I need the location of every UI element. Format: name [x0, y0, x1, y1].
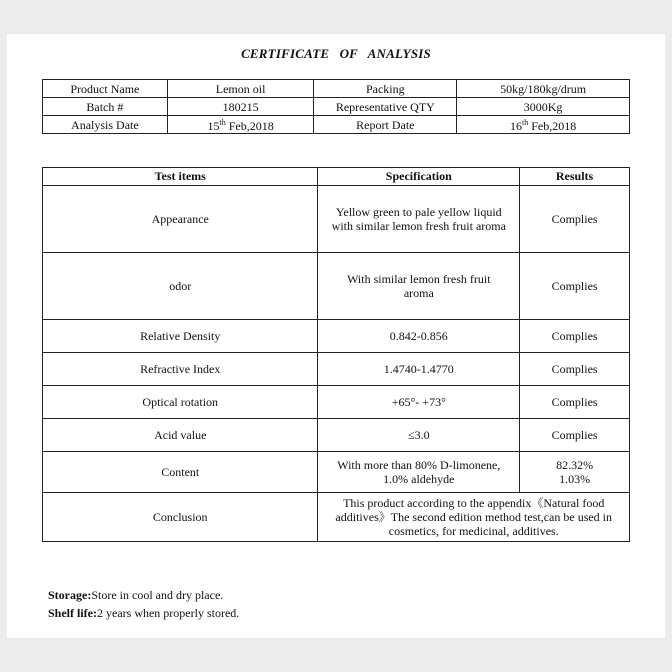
- table-row: [43, 419, 630, 452]
- result: Complies: [520, 320, 630, 353]
- table-row: [43, 386, 630, 419]
- table-row: [43, 253, 630, 320]
- specification: Yellow green to pale yellow liquid with similar lemon fresh fruit aroma: [318, 186, 520, 253]
- product-name-label: Product Name: [43, 80, 168, 98]
- packing-value: 50kg/180kg/drum: [457, 80, 630, 98]
- test-item: Appearance: [43, 186, 318, 253]
- specification: 1.4740-1.4770: [318, 353, 520, 386]
- certificate-page: [7, 34, 665, 638]
- table-row: [43, 493, 630, 542]
- table-row: [43, 186, 630, 253]
- specification: With similar lemon fresh fruit aroma: [318, 253, 520, 320]
- test-item: Optical rotation: [43, 386, 318, 419]
- test-item: Relative Density: [43, 320, 318, 353]
- storage-value: Store in cool and dry place.: [91, 588, 224, 602]
- batch-label: Batch #: [43, 98, 168, 116]
- result: 82.32% 1.03%: [520, 452, 630, 493]
- storage-note: [48, 588, 223, 603]
- test-item: odor: [43, 253, 318, 320]
- specification: +65°- +73°: [318, 386, 520, 419]
- info-row: [43, 98, 630, 116]
- shelf-life-note: [48, 606, 239, 621]
- product-name-value: Lemon oil: [167, 80, 314, 98]
- specification: 0.842-0.856: [318, 320, 520, 353]
- test-item: Conclusion: [43, 493, 318, 542]
- specification: ≤3.0: [318, 419, 520, 452]
- specification: With more than 80% D-limonene, 1.0% aldehyde: [318, 452, 520, 493]
- report-date-value: 16th Feb,2018: [457, 116, 630, 134]
- header-specification: Specification: [318, 168, 520, 186]
- shelf-life-label: Shelf life:: [48, 606, 97, 620]
- info-row: [43, 80, 630, 98]
- analysis-date-label: Analysis Date: [43, 116, 168, 134]
- rep-qty-value: 3000Kg: [457, 98, 630, 116]
- rep-qty-label: Representative QTY: [314, 98, 457, 116]
- table-header-row: [43, 168, 630, 186]
- test-item: Content: [43, 452, 318, 493]
- result: Complies: [520, 253, 630, 320]
- result: Complies: [520, 419, 630, 452]
- result: Complies: [520, 386, 630, 419]
- result: Complies: [520, 353, 630, 386]
- header-results: Results: [520, 168, 630, 186]
- packing-label: Packing: [314, 80, 457, 98]
- test-results-table: [42, 167, 630, 542]
- table-row: [43, 353, 630, 386]
- info-row: [43, 116, 630, 134]
- table-row: [43, 452, 630, 493]
- test-item: Refractive Index: [43, 353, 318, 386]
- conclusion-text: This product according to the appendix《Natural food additives》The second edition method test,can be used in cosmetics, for medicinal, additives.: [318, 493, 630, 542]
- product-info-table: [42, 79, 630, 134]
- analysis-date-value: 15th Feb,2018: [167, 116, 314, 134]
- shelf-life-value: 2 years when properly stored.: [97, 606, 240, 620]
- batch-value: 180215: [167, 98, 314, 116]
- header-test-items: Test items: [43, 168, 318, 186]
- result: Complies: [520, 186, 630, 253]
- test-item: Acid value: [43, 419, 318, 452]
- table-row: [43, 320, 630, 353]
- report-date-label: Report Date: [314, 116, 457, 134]
- storage-label: Storage:: [48, 588, 92, 602]
- document-title: CERTIFICATE OF ANALYSIS: [241, 46, 431, 61]
